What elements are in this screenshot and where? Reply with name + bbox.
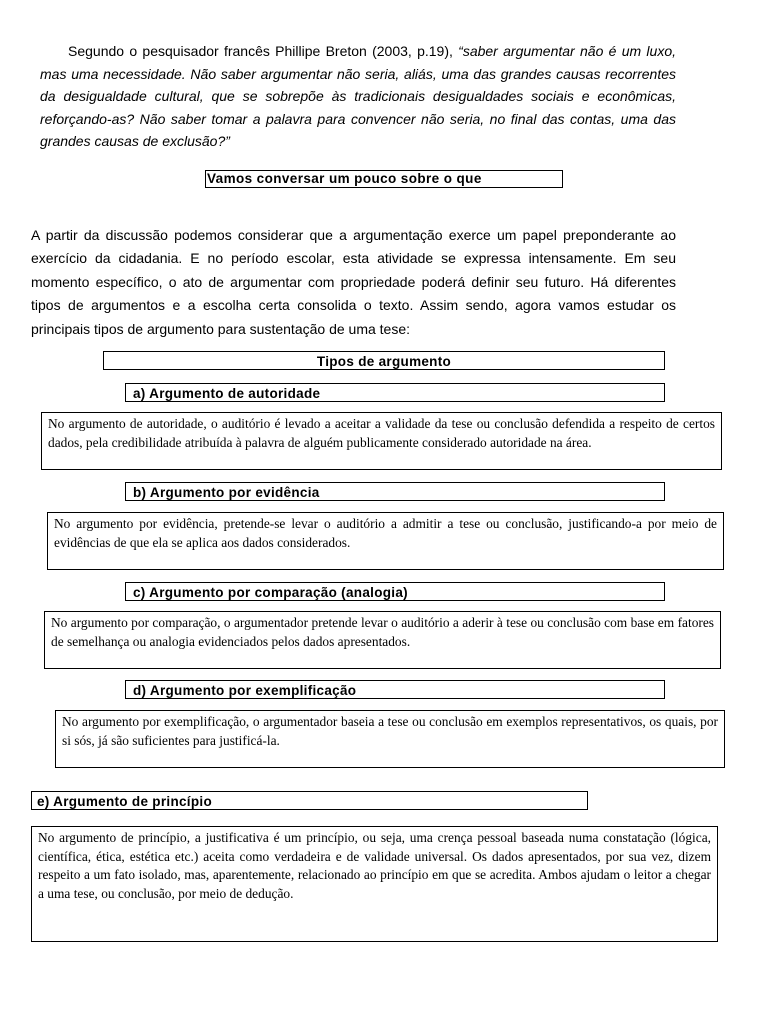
argument-e-heading: e) Argumento de princípio — [31, 791, 588, 810]
argument-c-description: No argumento por comparação, o argumentador pretende levar o auditório a aderir à tese ou conclusão com base em fatores de semelhança ou analogia evidenciados pelos dados apresentados. — [44, 611, 721, 669]
quote-citation: “saber argumentar não é um luxo, mas uma necessidade. Não saber argumentar não seria, aliás, uma das grandes causas recorrentes da desigualdade cultural, que se sobrepõe às tradicionais desigualdades sociais e econômicas, reforçando-as? Não saber tomar a palavra para convencer não seria, no final das contas, uma das grandes causas de exclusão?” — [40, 43, 676, 149]
intro-paragraph: A partir da discussão podemos considerar que a argumentação exerce um papel preponderante ao exercício da cidadania. E no período escolar, esta atividade se expressa intensamente. Em seu momento específico, o ato de argumentar com propriedade poderá definir seu futuro. Há diferentes tipos de argumentos e a escolha certa consolida o texto. Assim sendo, agora vamos estudar os principais tipos de argumento para sustentação de uma tese: — [31, 227, 676, 337]
argument-b-heading: b) Argumento por evidência — [125, 482, 665, 501]
quote-intro: Segundo o pesquisador francês Phillipe Breton (2003, p.19), — [68, 43, 453, 59]
argument-a-heading: a) Argumento de autoridade — [125, 383, 665, 402]
argument-a-description: No argumento de autoridade, o auditório é levado a aceitar a validade da tese ou conclusão defendida a respeito de certos dados, pela credibilidade atribuída à palavra de alguém publicamente considerado autoridade na área. — [41, 412, 722, 470]
types-heading-box: Tipos de argumento — [103, 351, 665, 370]
argument-e-description: No argumento de princípio, a justificativa é um princípio, ou seja, uma crença pessoal baseada numa constatação (lógica, científica, ética, estética etc.) aceita como verdadeira e de validade universal. Os dados apresentados, por sua vez, dizem respeito a um fato isolado, mas, aparentemente, relacionado ao princípio em que se acredita. Ambos ajudam o leitor a chegar a uma tese, ou conclusão, por meio de dedução. — [31, 826, 718, 942]
argument-c-heading: c) Argumento por comparação (analogia) — [125, 582, 665, 601]
section-title-box: Vamos conversar um pouco sobre o que — [205, 170, 563, 188]
argument-d-heading: d) Argumento por exemplificação — [125, 680, 665, 699]
argument-b-description: No argumento por evidência, pretende-se levar o auditório a admitir a tese ou conclusão, justificando-a por meio de evidências de que ela se aplica aos dados considerados. — [47, 512, 724, 570]
argument-d-description: No argumento por exemplificação, o argumentador baseia a tese ou conclusão em exemplos representativos, os quais, por si sós, já são suficientes para justificá-la. — [55, 710, 725, 768]
breton-quote-paragraph — [40, 40, 676, 153]
